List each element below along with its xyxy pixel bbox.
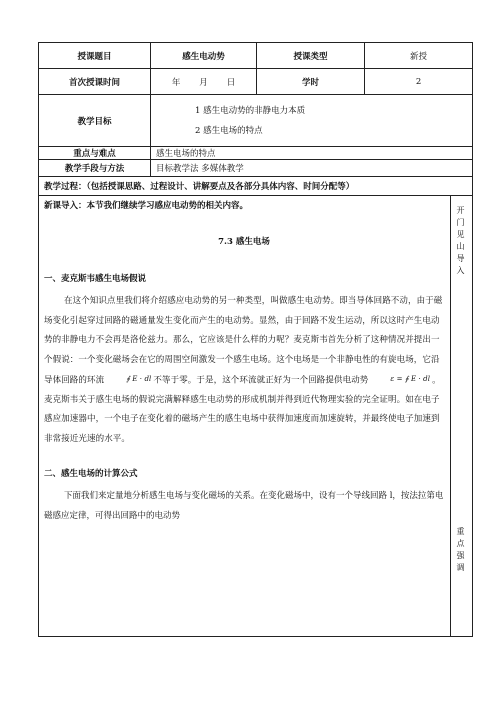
topic-label: 授课题目: [39, 43, 151, 69]
paragraph-maxwell-part-a: 在这个知识点里我们将介绍感应电动势的另一种类型，叫做感生电动势。即当导体回路不动，由于磁场变化引起穿过回路的磁通量发生变化而产生的电动势。显然，由于回路不发生运动，所以这时产生电动势的非静电力不会再是洛伦兹力。那么，它应该是什么样的力呢？麦克斯韦首先分析了这种情况并提出一个假说：一个变化磁场会在它的周围空间激发一个感生电场。这个电场是一个非静电性的有旋电场，它沿导体回路的环流: [44, 296, 443, 386]
paragraph-maxwell-part-b: 不等于零。于是，这个环流就正好为一个回路提供电动势: [153, 375, 369, 386]
emf-formula: ε = ∮ E · dl: [390, 375, 431, 383]
methods-value: 目标教学法 多媒体教学: [151, 160, 473, 177]
section-title: 7.3 感生电场: [218, 237, 270, 247]
methods-label: 教学手段与方法: [39, 160, 151, 177]
date-day: 日: [226, 77, 236, 88]
date-month: 月: [199, 77, 208, 88]
goal-item-1: 1 感生电动势的非静电力本质: [195, 105, 306, 116]
side-notes: [451, 196, 473, 637]
circulation-formula: ∮ E · dl: [126, 375, 152, 383]
date-label: 首次授课时间: [39, 69, 151, 95]
lesson-plan: [38, 42, 472, 637]
lesson-plan-table: [38, 42, 473, 637]
goal-item-2: 2 感生电场的特点: [195, 125, 263, 136]
topic-value: 感生电动势: [151, 43, 257, 69]
key-points-value: 感生电场的特点: [151, 147, 473, 160]
heading-maxwell-hypothesis: 一、麦克斯韦感生电场假说: [44, 274, 147, 284]
intro-text: 新课导入：本节我们继续学习感应电动势的相关内容。: [44, 201, 249, 211]
type-value: 新授: [365, 43, 473, 69]
goals-list: [151, 95, 473, 147]
goals-label: 教学目标: [39, 95, 151, 147]
side-note-intro: 开 门 见 山 导入: [456, 206, 467, 275]
date-year: 年: [171, 77, 181, 88]
process-label: 教学过程：（包括授课思路、过程设计、讲解要点及各部分具体内容、时间分配等）: [39, 177, 473, 196]
hours-label: 学时: [257, 69, 365, 95]
type-label: 授课类型: [257, 43, 365, 69]
key-points-label: 重点与难点: [39, 147, 151, 160]
hours-value: 2: [365, 69, 473, 95]
lesson-content: [39, 196, 451, 637]
paragraph-maxwell: [44, 292, 444, 449]
paragraph-maxwell-part-c: 。麦克斯韦关于感生电场的假说完满解释感生电动势的形成机制并得到近代物理实验的完全证明。如在电子感应加速器中，一个电子在变化着的磁场产生的感生电场中获得加速度而加速旋转，并最终使电子加速到非常接近光速的水平。: [44, 375, 441, 444]
heading-formula: 二、感生电场的计算公式: [44, 469, 138, 480]
side-note-emphasis: 重 点 强调: [456, 527, 467, 572]
paragraph-formula: 下面我们来定量地分析感生电场与变化磁场的关系。在变化磁场中，设有一个导线回路 l，按法拉第电磁感应定律，可得出回路中的电动势: [44, 491, 444, 521]
date-value: [151, 69, 257, 95]
